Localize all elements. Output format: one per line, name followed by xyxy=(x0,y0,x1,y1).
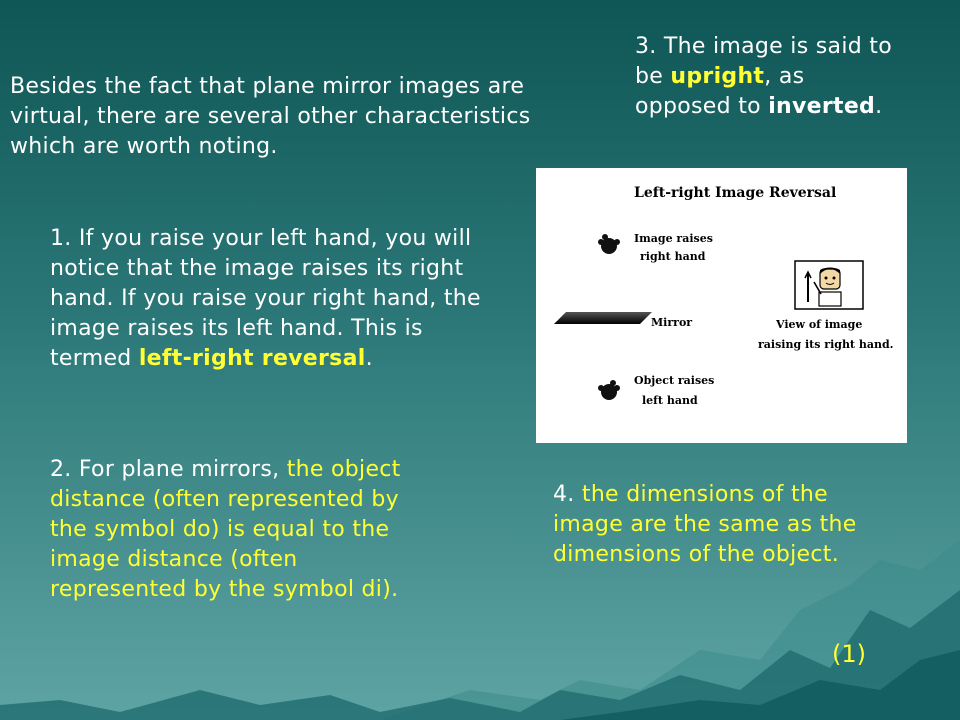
point-4-text xyxy=(553,480,873,570)
slide-number: (1) xyxy=(832,640,866,668)
point-4-highlight: the dimensions of the image are the same as the dimensions of the object. xyxy=(553,482,857,567)
point-2-prefix: 2. For plane mirrors, xyxy=(50,457,287,482)
point-2-highlight: the object distance (often represented by the symbol do) is equal to the image distance (often represented by the symbol di). xyxy=(50,457,401,602)
point-1-body: 1. If you raise your left hand, you will notice that the image raises its right hand. If you raise your right hand, the image raises its left hand. This is termed xyxy=(50,226,481,371)
person-view-icon xyxy=(794,260,864,310)
object-head-icon xyxy=(596,378,622,404)
point-1-highlight: left-right reversal xyxy=(138,346,366,371)
point-1-text xyxy=(50,224,510,374)
point-3-middle: , as opposed to xyxy=(635,64,805,119)
diagram-title: Left-right Image Reversal xyxy=(634,185,837,201)
mirror-icon xyxy=(554,310,654,326)
intro-text: Besides the fact that plane mirror images are virtual, there are several other characteristics which are worth noting. xyxy=(10,74,531,159)
point-4-prefix: 4. xyxy=(553,482,582,507)
object-label-1: Object raises xyxy=(634,374,715,387)
view-label-1: View of image xyxy=(776,318,863,331)
point-3-prefix: 3. The image is said to be xyxy=(635,34,892,89)
image-label-1: Image raises xyxy=(634,232,713,245)
point-3-end: . xyxy=(875,94,883,119)
point-1-end: . xyxy=(365,346,373,371)
view-label-2: raising its right hand. xyxy=(758,338,894,351)
point-3-highlight: upright xyxy=(670,64,765,89)
reversal-diagram xyxy=(536,168,907,443)
mirror-label: Mirror xyxy=(651,316,693,329)
point-2-text xyxy=(50,455,420,605)
point-3-text xyxy=(635,32,905,122)
point-3-bold: inverted xyxy=(768,94,876,119)
object-label-2: left hand xyxy=(642,394,698,407)
image-head-icon xyxy=(596,232,622,258)
image-label-2: right hand xyxy=(640,250,706,263)
